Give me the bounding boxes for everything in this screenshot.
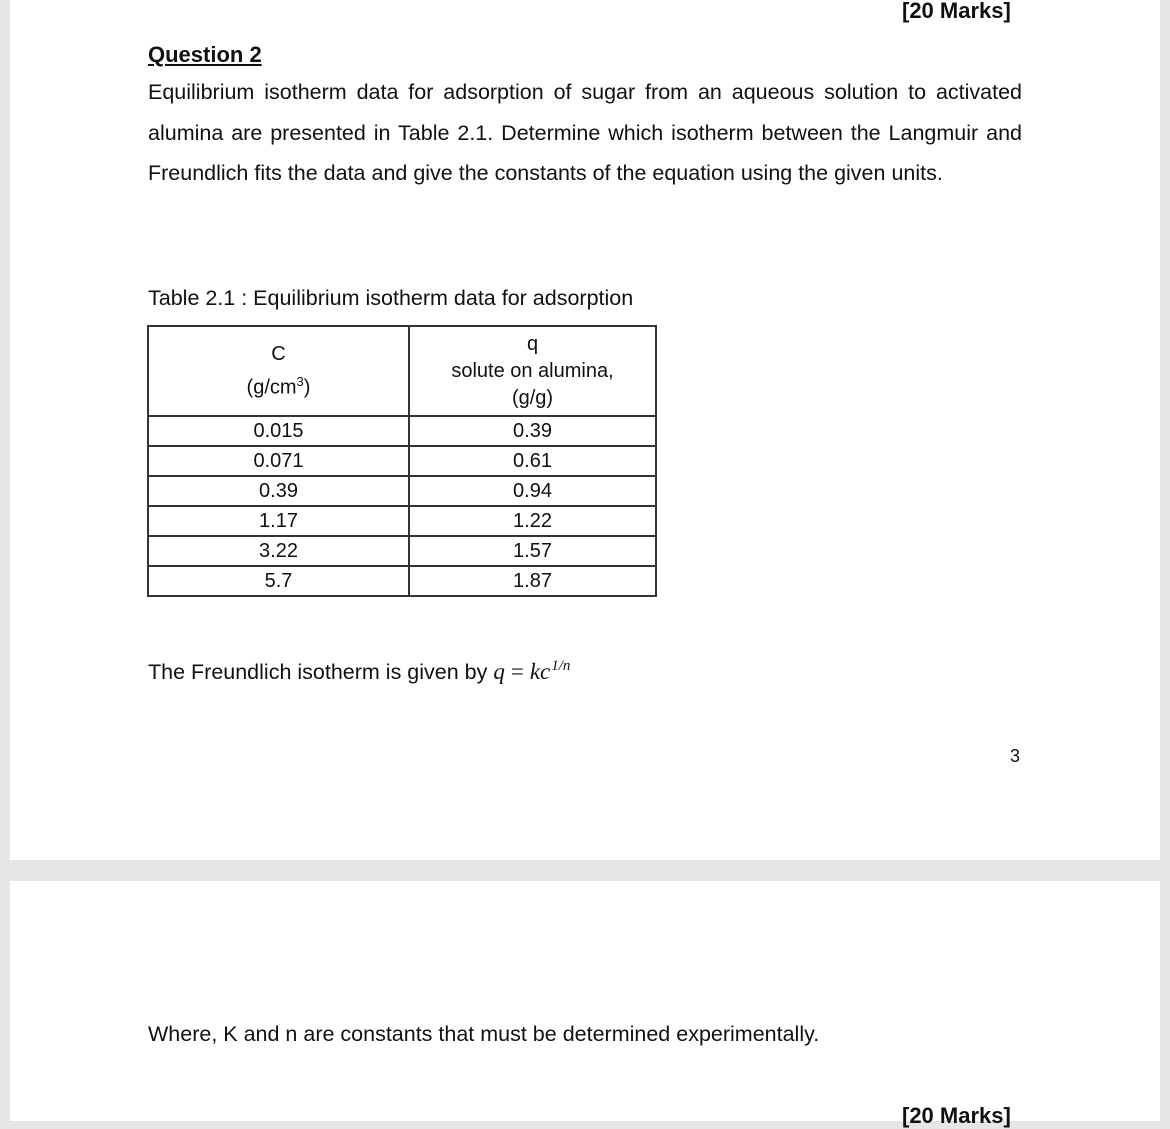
table-row: [148, 566, 656, 596]
header-q-symbol: q: [526, 332, 539, 355]
table-header-row: [148, 326, 656, 416]
table-row: [148, 446, 656, 476]
question-title: Question 2: [148, 42, 262, 67]
header-c-symbol: C: [271, 342, 286, 365]
cell-c: 0.071: [148, 446, 409, 476]
freundlich-equation: $q = kc^{1/n}$: [493, 658, 571, 684]
cell-c: 1.17: [148, 506, 409, 536]
table-caption: Table 2.1 : Equilibrium isotherm data for adsorption: [148, 286, 634, 310]
header-solute: [409, 326, 656, 416]
freundlich-statement: [148, 658, 570, 685]
table-row: [148, 536, 656, 566]
cell-q: 0.94: [409, 476, 656, 506]
header-c-unit: $(g/cm^3)$: [246, 373, 311, 399]
page-number: 3: [1010, 746, 1021, 766]
header-q-unit: (g/g): [511, 386, 554, 409]
cell-q: 0.61: [409, 446, 656, 476]
cell-c: 0.015: [148, 416, 409, 446]
cell-q: 1.22: [409, 506, 656, 536]
page-1: [10, 0, 1160, 860]
cell-q: 1.57: [409, 536, 656, 566]
table-row: [148, 506, 656, 536]
cell-q: 0.39: [409, 416, 656, 446]
table-row: [148, 476, 656, 506]
cell-c: 5.7: [148, 566, 409, 596]
cell-q: 1.87: [409, 566, 656, 596]
table-row: [148, 416, 656, 446]
cell-c: 0.39: [148, 476, 409, 506]
marks-label-2: [20 Marks]: [902, 1103, 1011, 1128]
question-paragraph: Equilibrium isotherm data for adsorption of sugar from an aqueous solution to activated alumina are presented in Table 2.1. Determine which isotherm between the Langmuir and Freundlich fits the data and give the constants of the equation using the given units.: [148, 80, 1022, 185]
header-q-desc: solute on alumina,: [451, 359, 614, 382]
header-concentration: [148, 326, 409, 416]
constants-note: Where, K and n are constants that must be determined experimentally.: [148, 1022, 820, 1046]
cell-c: 3.22: [148, 536, 409, 566]
freundlich-text: The Freundlich isotherm is given by: [148, 660, 488, 684]
marks-label: [20 Marks]: [902, 0, 1011, 23]
isotherm-table: [147, 325, 657, 597]
page-2: [10, 881, 1160, 1128]
